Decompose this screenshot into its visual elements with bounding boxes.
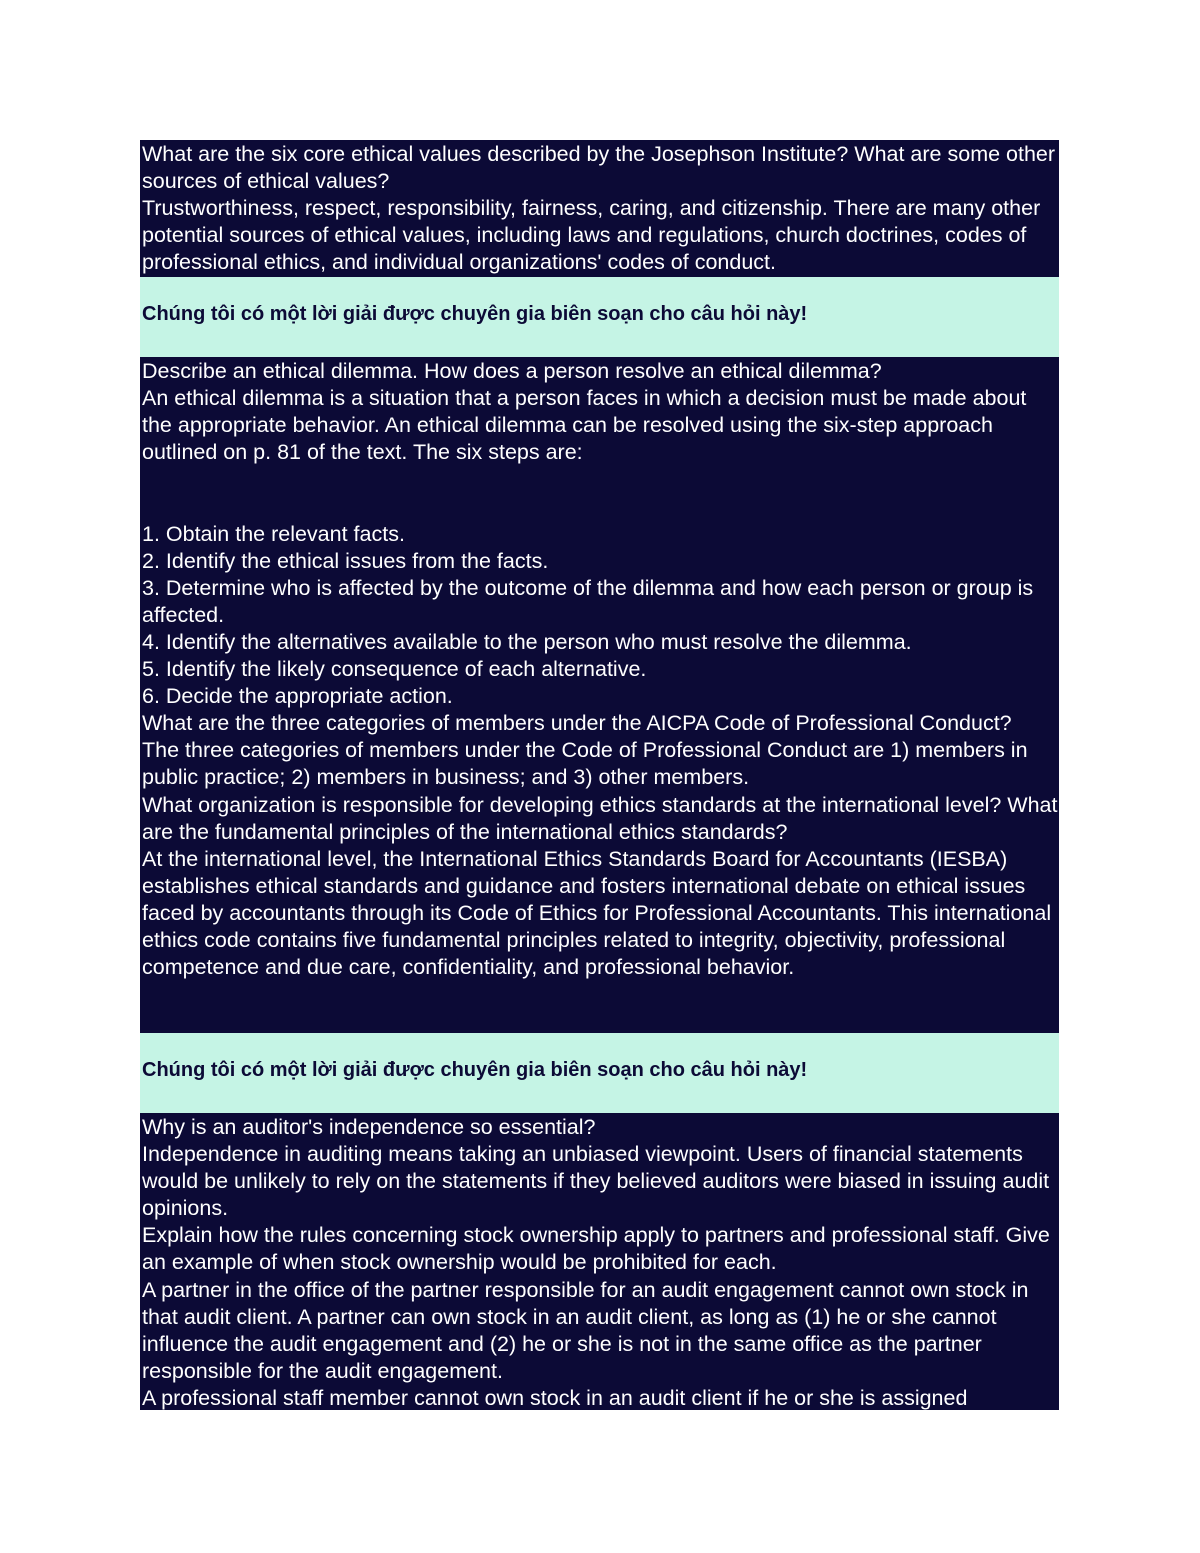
question-text: Explain how the rules concerning stock ownership apply to partners and professional staff. Give an example of when stock ownership would be prohibited for each. (142, 1223, 1050, 1275)
step-item: 4. Identify the alternatives available to the person who must resolve the dilemma. (142, 629, 912, 654)
answer-text: Trustworthiness, respect, responsibility, fairness, caring, and citizenship. There are many other potential sources of ethical values, including laws and regulations, church doctrines, codes of professional ethics, and individual organizations' codes of conduct. (142, 196, 1041, 275)
document-page (140, 140, 1059, 1410)
answer-text: A professional staff member cannot own stock in an audit client if he or she is assigned (142, 1385, 968, 1410)
question-text: What are the six core ethical values described by the Josephson Institute? What are some other sources of ethical values? (142, 142, 1056, 194)
step-item: 2. Identify the ethical issues from the facts. (142, 548, 549, 573)
expert-solution-banner[interactable] (140, 1033, 1059, 1113)
answer-text: A partner in the office of the partner responsible for an audit engagement cannot own stock in that audit client. A partner can own stock in an audit client, as long as (1) he or she cannot influence the audit engagement and (2) he or she is not in the same office as the partner responsible for the audit engagement. (142, 1277, 1029, 1383)
qa-block (140, 357, 1059, 1033)
question-text: What are the three categories of members under the AICPA Code of Professional Conduct? (142, 711, 1012, 736)
question-text: Describe an ethical dilemma. How does a person resolve an ethical dilemma? (142, 359, 882, 383)
answer-text: The three categories of members under the Code of Professional Conduct are 1) members in public practice; 2) members in business; and 3) other members. (142, 738, 1028, 790)
step-item: 3. Determine who is affected by the outcome of the dilemma and how each person or group is affected. (142, 575, 1034, 627)
qa-block (140, 140, 1059, 277)
step-item: 6. Decide the appropriate action. (142, 684, 453, 709)
spacer (142, 493, 1058, 520)
answer-text: At the international level, the International Ethics Standards Board for Accountants (IESBA) establishes ethical standards and guidance and fosters international debate on ethical issues faced by accountants through its Code of Ethics for Professional Accountants. This international ethics code contains five fundamental principles related to integrity, objectivity, professional competence and due care, confidentiality, and professional behavior. (142, 846, 1052, 980)
qa-block (140, 1113, 1059, 1410)
answer-text: Independence in auditing means taking an unbiased viewpoint. Users of financial statements would be unlikely to rely on the statements if they believed auditors were biased in issuing audit opinions. (142, 1142, 1050, 1221)
expert-solution-banner[interactable] (140, 277, 1059, 357)
step-item: 5. Identify the likely consequence of each alternative. (142, 657, 647, 682)
question-text: What organization is responsible for developing ethics standards at the international level? What are the fundamental principles of the international ethics standards? (142, 792, 1058, 844)
step-item: 1. Obtain the relevant facts. (142, 521, 405, 546)
spacer (142, 466, 1058, 493)
question-text: Why is an auditor's independence so essential? (142, 1115, 596, 1139)
answer-text: An ethical dilemma is a situation that a person faces in which a decision must be made about the appropriate behavior. An ethical dilemma can be resolved using the six-step approach outlined on p. 81 of the text. The six steps are: (142, 386, 1027, 465)
expert-solution-label[interactable]: Chúng tôi có một lời giải được chuyên gia biên soạn cho câu hỏi này! (142, 1059, 808, 1081)
expert-solution-label[interactable]: Chúng tôi có một lời giải được chuyên gia biên soạn cho câu hỏi này! (142, 303, 808, 325)
